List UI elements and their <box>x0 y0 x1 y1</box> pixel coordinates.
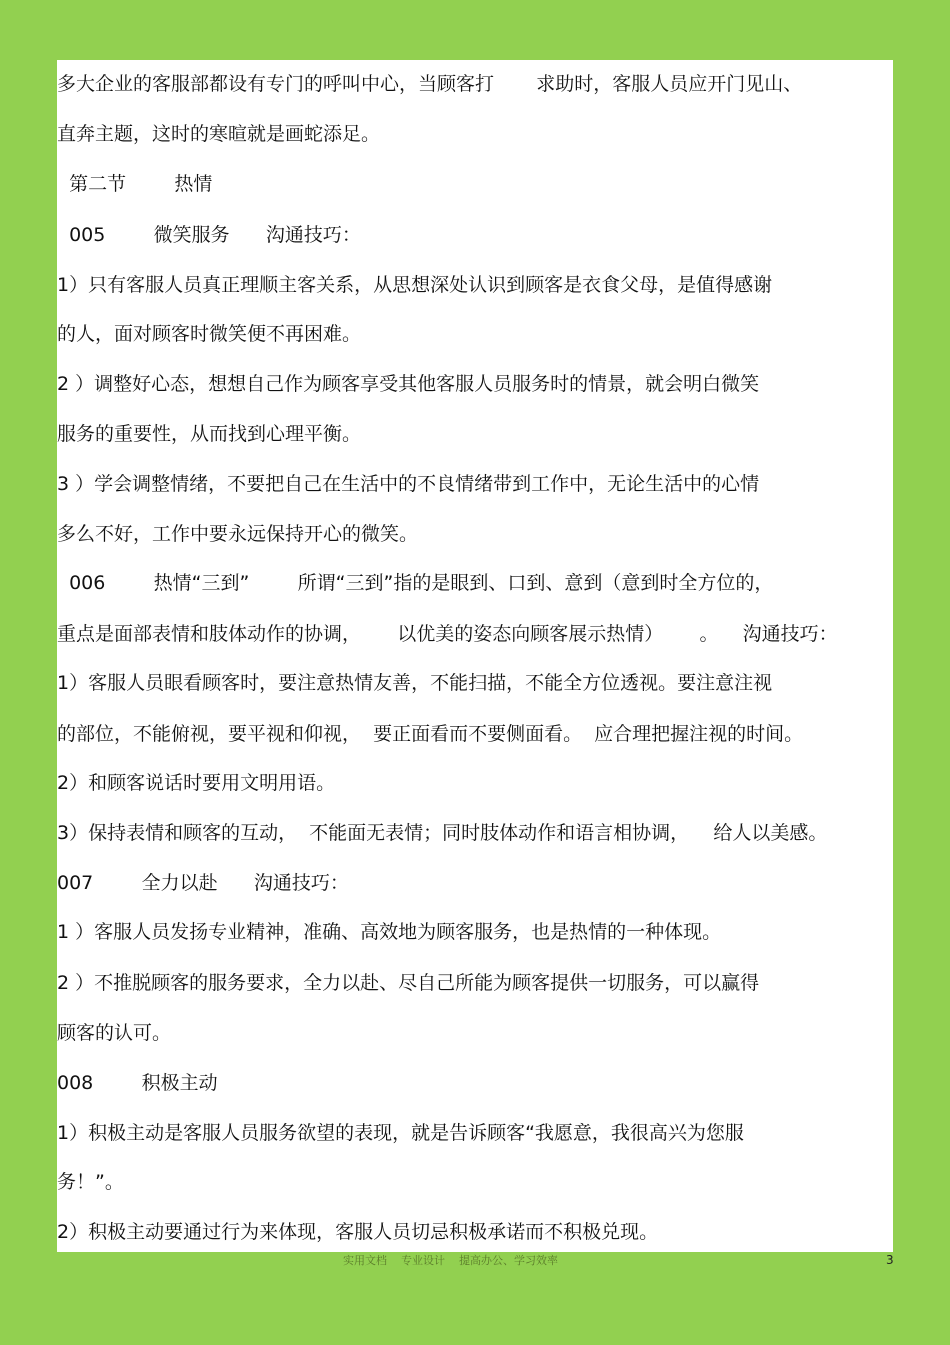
text-line: 2 ）调整好心态，想想自己作为顾客享受其他客服人员服务时的情景，就会明白微笑 <box>57 373 760 395</box>
text-line: 的部位，不能俯视，要平视和仰视， 要正面看而不要侧面看。 应合理把握注视的时间。 <box>57 723 804 745</box>
item-heading: 007 全力以赴 沟通技巧： <box>57 872 349 894</box>
text-line: 务！”。 <box>57 1171 124 1193</box>
text-line: 顾客的认可。 <box>57 1022 172 1044</box>
section-heading: 第二节 热情 <box>57 173 213 195</box>
document-page <box>57 60 893 1252</box>
text-line: 直奔主题，这时的寒暄就是画蛇添足。 <box>57 123 381 145</box>
text-line: 3 ）学会调整情绪，不要把自己在生活中的不良情绪带到工作中，无论生活中的心情 <box>57 473 760 495</box>
footer-text: 实用文档 专业设计 提高办公、学习效率 <box>343 1254 558 1267</box>
item-heading: 005 微笑服务 沟通技巧： <box>57 224 361 246</box>
text-line: 多大企业的客服部都设有专门的呼叫中心，当顾客打 求助时，客服人员应开门见山、 <box>57 73 803 95</box>
text-line: 重点是面部表情和肢体动作的协调， 以优美的姿态向顾客展示热情） 。 沟通技巧： <box>57 623 838 645</box>
text-line: 2 ）不推脱顾客的服务要求，全力以赴、尽自己所能为顾客提供一切服务，可以赢得 <box>57 972 760 994</box>
page-footer <box>0 1252 950 1272</box>
text-line: 1）只有客服人员真正理顺主客关系，从思想深处认识到顾客是衣食父母，是值得感谢 <box>57 274 773 296</box>
text-line: 多么不好，工作中要永远保持开心的微笑。 <box>57 523 419 545</box>
text-line: 1）积极主动是客服人员服务欲望的表现，就是告诉顾客“我愿意，我很高兴为您服 <box>57 1122 744 1144</box>
text-line: 1 ）客服人员发扬专业精神，准确、高效地为顾客服务，也是热情的一种体现。 <box>57 921 722 943</box>
item-heading: 008 积极主动 <box>57 1072 218 1094</box>
text-line: 1）客服人员眼看顾客时，要注意热情友善，不能扫描，不能全方位透视。要注意注视 <box>57 672 773 694</box>
text-line: 2）和顾客说话时要用文明用语。 <box>57 772 336 794</box>
text-line: 3）保持表情和顾客的互动， 不能面无表情；同时肢体动作和语言相协调， 给人以美感。 <box>57 822 828 844</box>
text-line: 服务的重要性，从而找到心理平衡。 <box>57 423 362 445</box>
text-line: 的人，面对顾客时微笑便不再困难。 <box>57 323 362 345</box>
page-number: 3 <box>886 1253 894 1267</box>
item-heading: 006 热情“三到” 所谓“三到”指的是眼到、口到、意到（意到时全方位的， <box>57 572 774 594</box>
text-line: 2）积极主动要通过行为来体现，客服人员切忌积极承诺而不积极兑现。 <box>57 1221 659 1243</box>
